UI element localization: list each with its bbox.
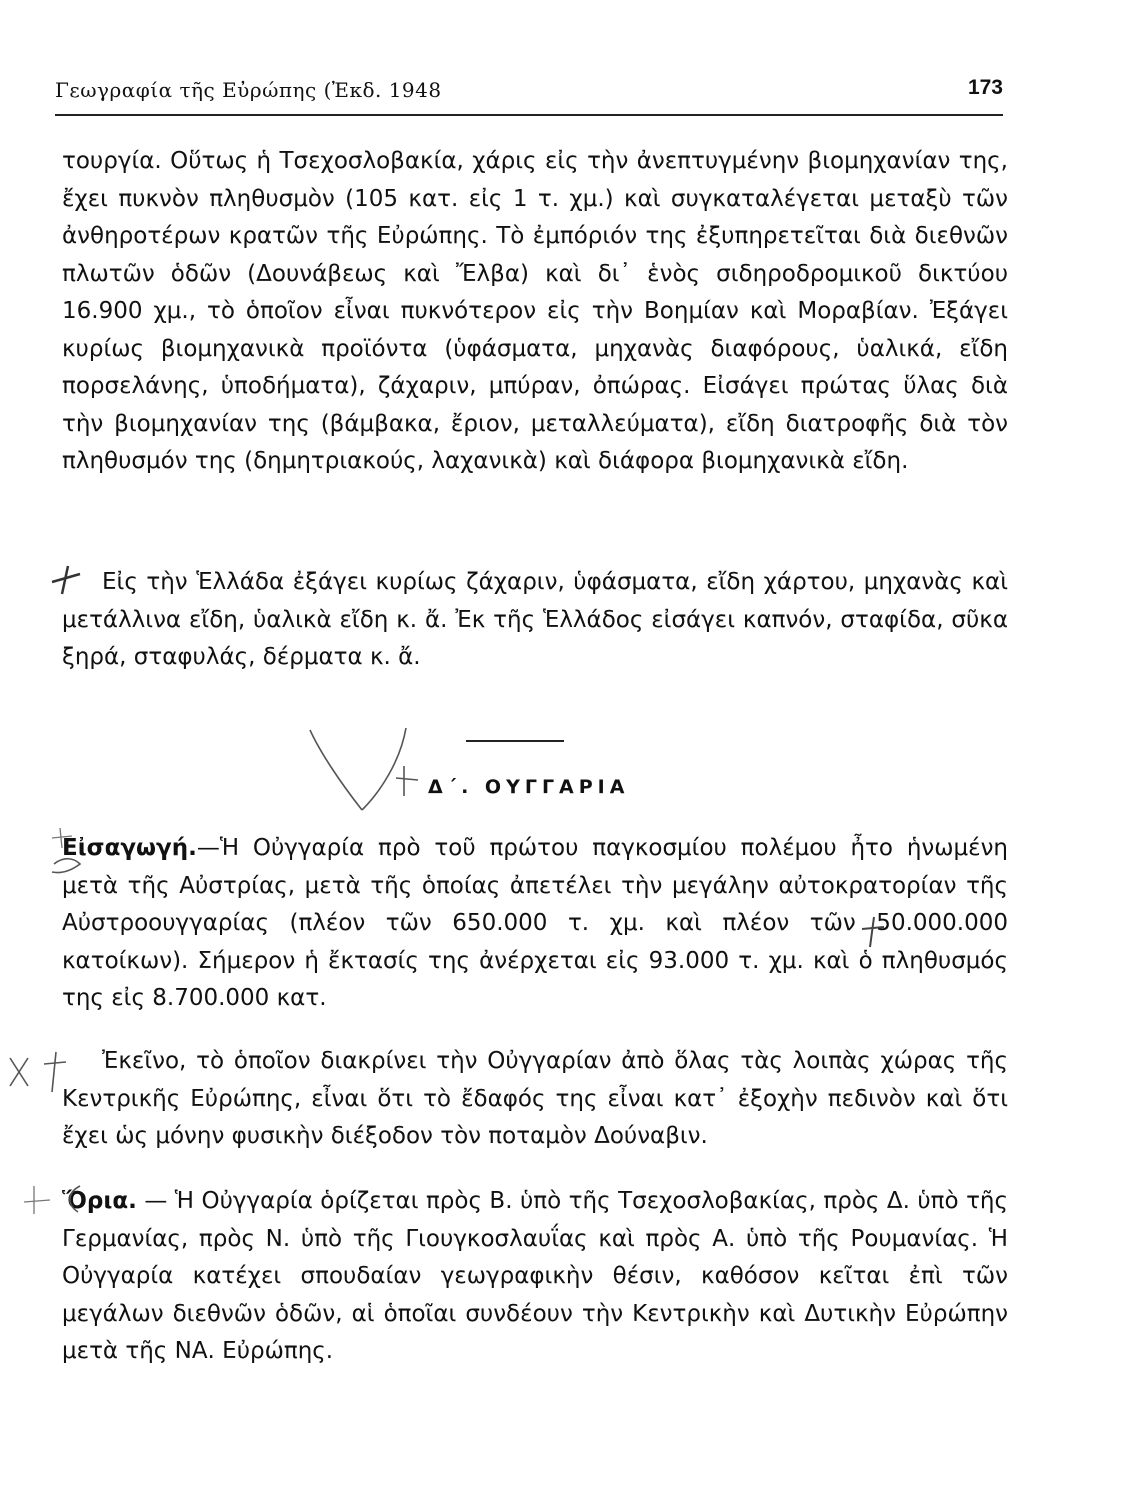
running-header-title: Γεωγραφία τῆς Εὐρώπης (Ἐκδ. 1948: [55, 78, 442, 102]
pencil-margin-mark-terrain-icon: [4, 1046, 74, 1106]
paragraph-terrain: [62, 1043, 1008, 1156]
pencil-loop-annotation-icon: [300, 722, 440, 822]
paragraph-trade-with-greece: [62, 564, 1008, 677]
pencil-cross-mark-icon: [46, 560, 86, 600]
pencil-margin-mark-borders-icon: [20, 1180, 90, 1230]
paragraph-terrain-text: Ἐκεῖνο, τὸ ὁποῖον διακρίνει τὴν Οὐγγαρίαν ἀπὸ ὅλας τὰς λοιπὰς χώρας τῆς Κεντρικῆς Εὐρώπης, εἶναι ὅτι τὸ ἔδαφός της εἶναι κατ᾽ ἐξοχὴν πεδινὸν καὶ ὅτι ἔχει ὡς μόνην φυσικὴν διέξοδον τὸν ποταμὸν Δούναβιν.: [62, 1048, 1008, 1149]
paragraph-heading-introduction: Εἰσαγωγή.: [62, 835, 197, 861]
paragraph-trade-with-greece-text: Εἰς τὴν Ἑλλάδα ἐξάγει κυρίως ζάχαριν, ὑφάσματα, εἴδη χάρτου, μηχανὰς καὶ μετάλλινα εἴδη, ὑαλικὰ εἴδη κ. ἄ. Ἐκ τῆς Ἑλλάδος εἰσάγει καπνόν, σταφίδα, σῦκα ξηρά, σταφυλάς, δέρματα κ. ἄ.: [62, 569, 1008, 670]
paragraph-introduction-text: —Ἡ Οὐγγαρία πρὸ τοῦ πρώτου παγκοσμίου πολέμου ἦτο ἡνωμένη μετὰ τῆς Αὐστρίας, μετὰ τῆς ὁποίας ἀπετέλει τὴν μεγάλην αὐτοκρατορίαν τῆς Αὐστροουγγαρίας (πλέον τῶν 650.000 τ. χμ. καὶ πλέον τῶν 50.000.000 κατοίκων). Σήμερον ἡ ἔκτασίς της ἀνέρχεται εἰς 93.000 τ. χμ. καὶ ὁ πληθυσμός της εἰς 8.700.000 κατ.: [62, 835, 1008, 1011]
paragraph-heading-borders: Ὅρια.: [62, 1188, 137, 1214]
pencil-margin-mark-intro-icon: [40, 824, 90, 880]
section-divider: [466, 740, 564, 742]
page-number: 173: [967, 76, 1003, 99]
pencil-cross-near-today-icon: [858, 915, 888, 951]
section-title: Δ΄. ΟΥΓΓΑΡΙΑ: [428, 776, 630, 798]
header-rule: [55, 114, 1003, 116]
paragraph-borders-text: — Ἡ Οὐγγαρία ὁρίζεται πρὸς Β. ὑπὸ τῆς Τσεχοσλοβακίας, πρὸς Δ. ὑπὸ τῆς Γερμανίας, πρὸς Ν. ὑπὸ τῆς Γιουγκοσλαυΐας καὶ πρὸς Α. ὑπὸ τῆς Ρουμανίας. Ἡ Οὐγγαρία κατέχει σπουδαίαν γεωγραφικὴν θέσιν, καθόσον κεῖται ἐπὶ τῶν μεγάλων διεθνῶν ὁδῶν, αἱ ὁποῖαι συνδέουν τὴν Κεντρικὴν καὶ Δυτικὴν Εὐρώπην μετὰ τῆς ΝΑ. Εὐρώπης.: [62, 1188, 1008, 1364]
paragraph-borders: [62, 1183, 1008, 1371]
paragraph-czechoslovakia-economy: τουργία. Οὕτως ἡ Τσεχοσλοβακία, χάρις εἰς τὴν ἀνεπτυγμένην βιομηχανίαν της, ἔχει πυκνὸν πληθυσμὸν (105 κατ. εἰς 1 τ. χμ.) καὶ συγκαταλέγεται μεταξὺ τῶν ἀνθηροτέρων κρατῶν τῆς Εὐρώπης. Τὸ ἐμπόριόν της ἐξυπηρετεῖται διὰ διεθνῶν πλωτῶν ὁδῶν (Δουνάβεως καὶ Ἔλβα) καὶ δι᾽ ἑνὸς σιδηροδρομικοῦ δικτύου 16.900 χμ., τὸ ὁποῖον εἶναι πυκνότερον εἰς τὴν Βοημίαν καὶ Μοραβίαν. Ἐξάγει κυρίως βιομηχανικὰ προϊόντα (ὑφάσματα, μηχανὰς διαφόρους, ὑαλικά, εἴδη πορσελάνης, ὑποδήματα), ζάχαριν, μπύραν, ὀπώρας. Εἰσάγει πρώτας ὕλας διὰ τὴν βιομηχανίαν της (βάμβακα, ἔριον, μεταλλεύματα), εἴδη διατροφῆς διὰ τὸν πληθυσμόν της (δημητριακούς, λαχανικὰ) καὶ διάφορα βιομηχανικὰ εἴδη.: [62, 148, 1008, 474]
running-header: [55, 78, 1003, 110]
